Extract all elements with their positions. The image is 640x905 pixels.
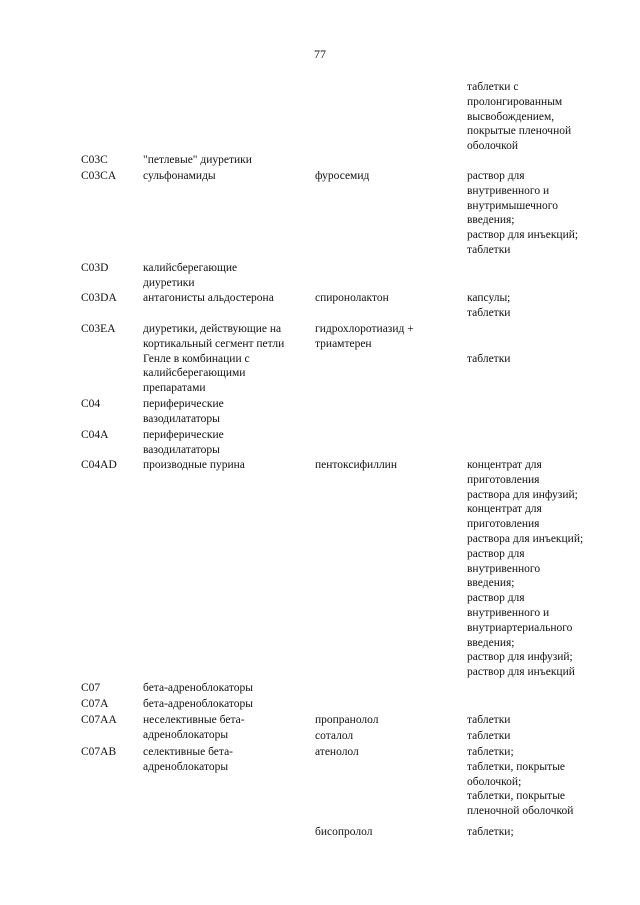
- drug-name: атенолол: [315, 746, 359, 758]
- atc-code: C03EA: [81, 323, 116, 335]
- atc-group: калийсберегающие диуретики: [143, 262, 238, 289]
- atc-code: C04AD: [81, 459, 117, 471]
- atc-code: C03CA: [81, 170, 117, 182]
- page-number: 77: [314, 47, 326, 61]
- atc-group: сульфонамиды: [143, 170, 216, 182]
- dosage-forms: раствор для внутривенного и внутримышечного введения; раствор для инъекций; таблетки: [467, 170, 579, 256]
- atc-code: C04: [81, 398, 101, 410]
- drug-name: гидрохлоротиазид + триамтерен: [315, 323, 414, 350]
- drug-name: фуросемид: [315, 170, 370, 182]
- atc-group: бета-адреноблокаторы: [143, 698, 253, 710]
- atc-group: бета-адреноблокаторы: [143, 682, 253, 694]
- dosage-forms: таблетки; таблетки, покрытые оболочкой; таблетки, покрытые пленочной оболочкой: [467, 746, 574, 818]
- atc-group: периферические вазодилататоры: [143, 398, 224, 425]
- atc-group: производные пурина: [143, 459, 245, 471]
- atc-group: диуретики, действующие на кортикальный сегмент петли Генле в комбинации с калийсберегающими препаратами: [143, 323, 285, 395]
- atc-group: "петлевые" диуретики: [143, 154, 252, 166]
- atc-code: C03D: [81, 262, 109, 274]
- atc-code: C07AA: [81, 714, 117, 726]
- dosage-forms: таблетки: [467, 730, 511, 742]
- drug-name: соталол: [315, 730, 354, 742]
- atc-code: C03DA: [81, 292, 117, 304]
- drug-name: пентоксифиллин: [315, 459, 397, 471]
- atc-code: C07AB: [81, 746, 117, 758]
- dosage-forms: таблетки;: [467, 826, 514, 838]
- dosage-forms: таблетки: [467, 353, 511, 365]
- forms-continued: таблетки с пролонгированным высвобождением, покрытые пленочной оболочкой: [467, 81, 572, 153]
- drug-name: спиронолактон: [315, 292, 389, 304]
- atc-code: C07: [81, 682, 101, 694]
- atc-group: периферические вазодилататоры: [143, 429, 224, 456]
- atc-group: неселективные бета- адреноблокаторы: [143, 714, 245, 741]
- atc-code: C07A: [81, 698, 109, 710]
- atc-code: C04A: [81, 429, 109, 441]
- atc-group: антагонисты альдостерона: [143, 292, 274, 304]
- dosage-forms: таблетки: [467, 714, 511, 726]
- drug-name: бисопролол: [315, 826, 373, 838]
- atc-code: C03C: [81, 154, 108, 166]
- dosage-forms: капсулы; таблетки: [467, 292, 511, 319]
- dosage-forms: концентрат для приготовления раствора для инфузий; концентрат для приготовления раствора для инъекций; раствор для внутривенного введения; раствор для внутривенного и внутриартериального введения; раствор для инфузий; раствор для инъекций: [467, 459, 584, 679]
- drug-name: пропранолол: [315, 714, 379, 726]
- atc-group: селективные бета- адреноблокаторы: [143, 746, 234, 773]
